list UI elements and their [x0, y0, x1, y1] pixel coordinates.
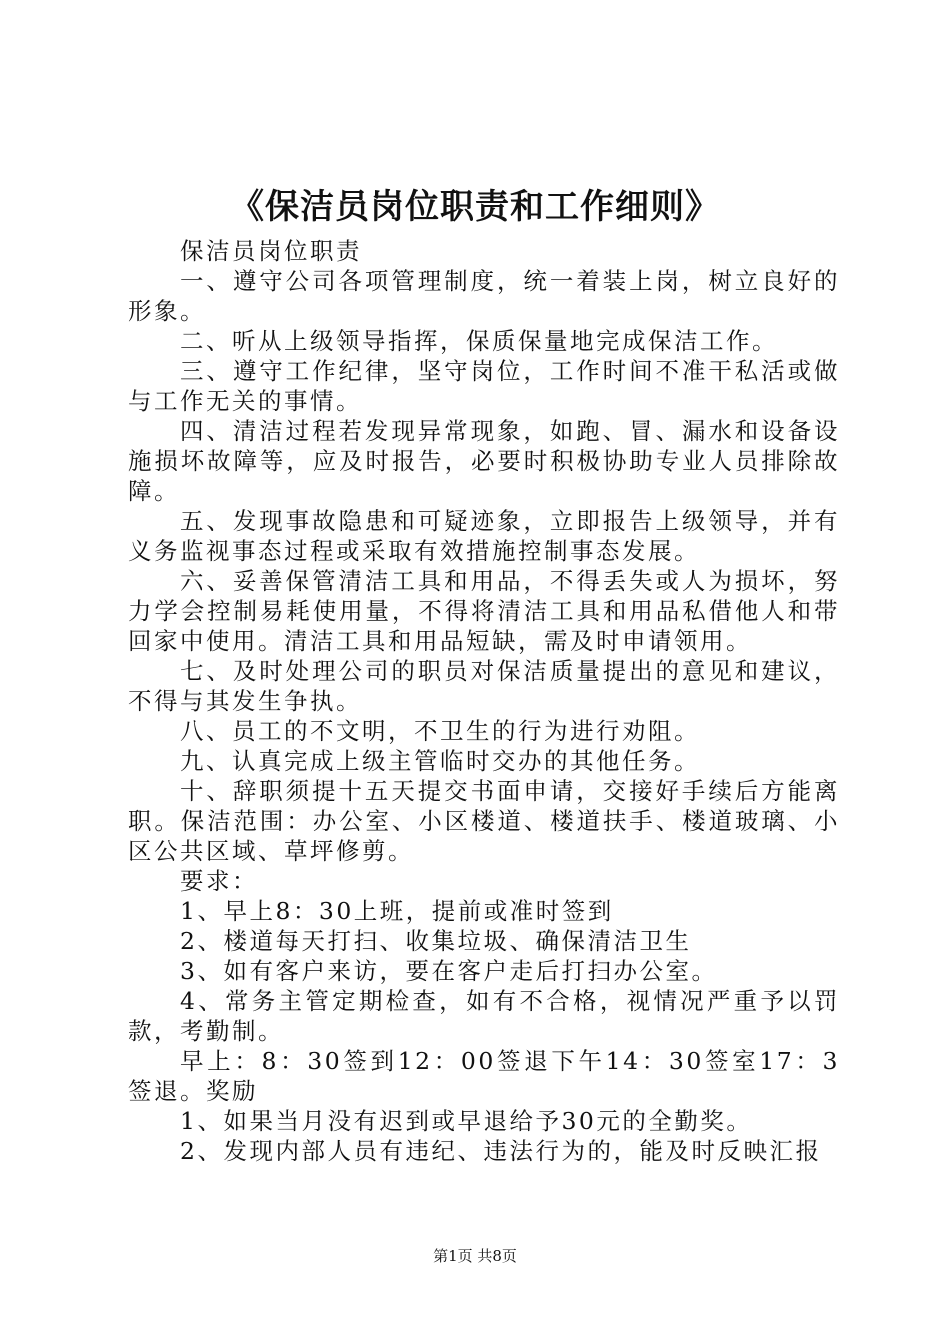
- paragraph: 要求：: [180, 867, 258, 895]
- paragraph: 七、及时处理公司的职员对保洁质量提出的意见和建议，不得与其发生争执。: [128, 657, 840, 715]
- paragraph: 四、清洁过程若发现异常现象，如跑、冒、漏水和设备设施损坏故障等，应及时报告，必要时积极协助专业人员排除故障。: [128, 417, 840, 505]
- paragraph: 二、听从上级领导指挥，保质保量地完成保洁工作。: [180, 327, 778, 355]
- paragraph: 1、如果当月没有迟到或早退给予30元的全勤奖。: [180, 1107, 753, 1135]
- paragraph: 早上：8：30签到12：00签退下午14：30签室17：3签退。奖励: [128, 1047, 840, 1105]
- paragraph: 八、员工的不文明，不卫生的行为进行劝阻。: [180, 717, 700, 745]
- document-body: [128, 236, 840, 1166]
- paragraph: 十、辞职须提十五天提交书面申请，交接好手续后方能离职。保洁范围：办公室、小区楼道、楼道扶手、楼道玻璃、小区公共区域、草坪修剪。: [128, 777, 840, 865]
- paragraph: 五、发现事故隐患和可疑迹象，立即报告上级领导，并有义务监视事态过程或采取有效措施控制事态发展。: [128, 507, 840, 565]
- page-footer: 第1页 共8页: [433, 1247, 517, 1265]
- paragraph: 2、楼道每天打扫、收集垃圾、确保清洁卫生: [180, 927, 692, 955]
- paragraph: 保洁员岗位职责: [180, 237, 362, 265]
- paragraph: 六、妥善保管清洁工具和用品，不得丢失或人为损坏，努力学会控制易耗使用量，不得将清洁工具和用品私借他人和带回家中使用。清洁工具和用品短缺，需及时申请领用。: [128, 567, 840, 655]
- paragraph: 4、常务主管定期检查，如有不合格，视情况严重予以罚款，考勤制。: [128, 987, 840, 1045]
- paragraph: 一、遵守公司各项管理制度，统一着装上岗，树立良好的形象。: [128, 267, 840, 325]
- paragraph: 2、发现内部人员有违纪、违法行为的，能及时反映汇报: [180, 1137, 822, 1165]
- paragraph: 三、遵守工作纪律，坚守岗位，工作时间不准干私活或做与工作无关的事情。: [128, 357, 840, 415]
- paragraph: 3、如有客户来访，要在客户走后打扫办公室。: [180, 957, 718, 985]
- paragraph: 九、认真完成上级主管临时交办的其他任务。: [180, 747, 700, 775]
- paragraph: 1、早上8：30上班，提前或准时签到: [180, 897, 614, 925]
- document-title: 《保洁员岗位职责和工作细则》: [230, 187, 720, 227]
